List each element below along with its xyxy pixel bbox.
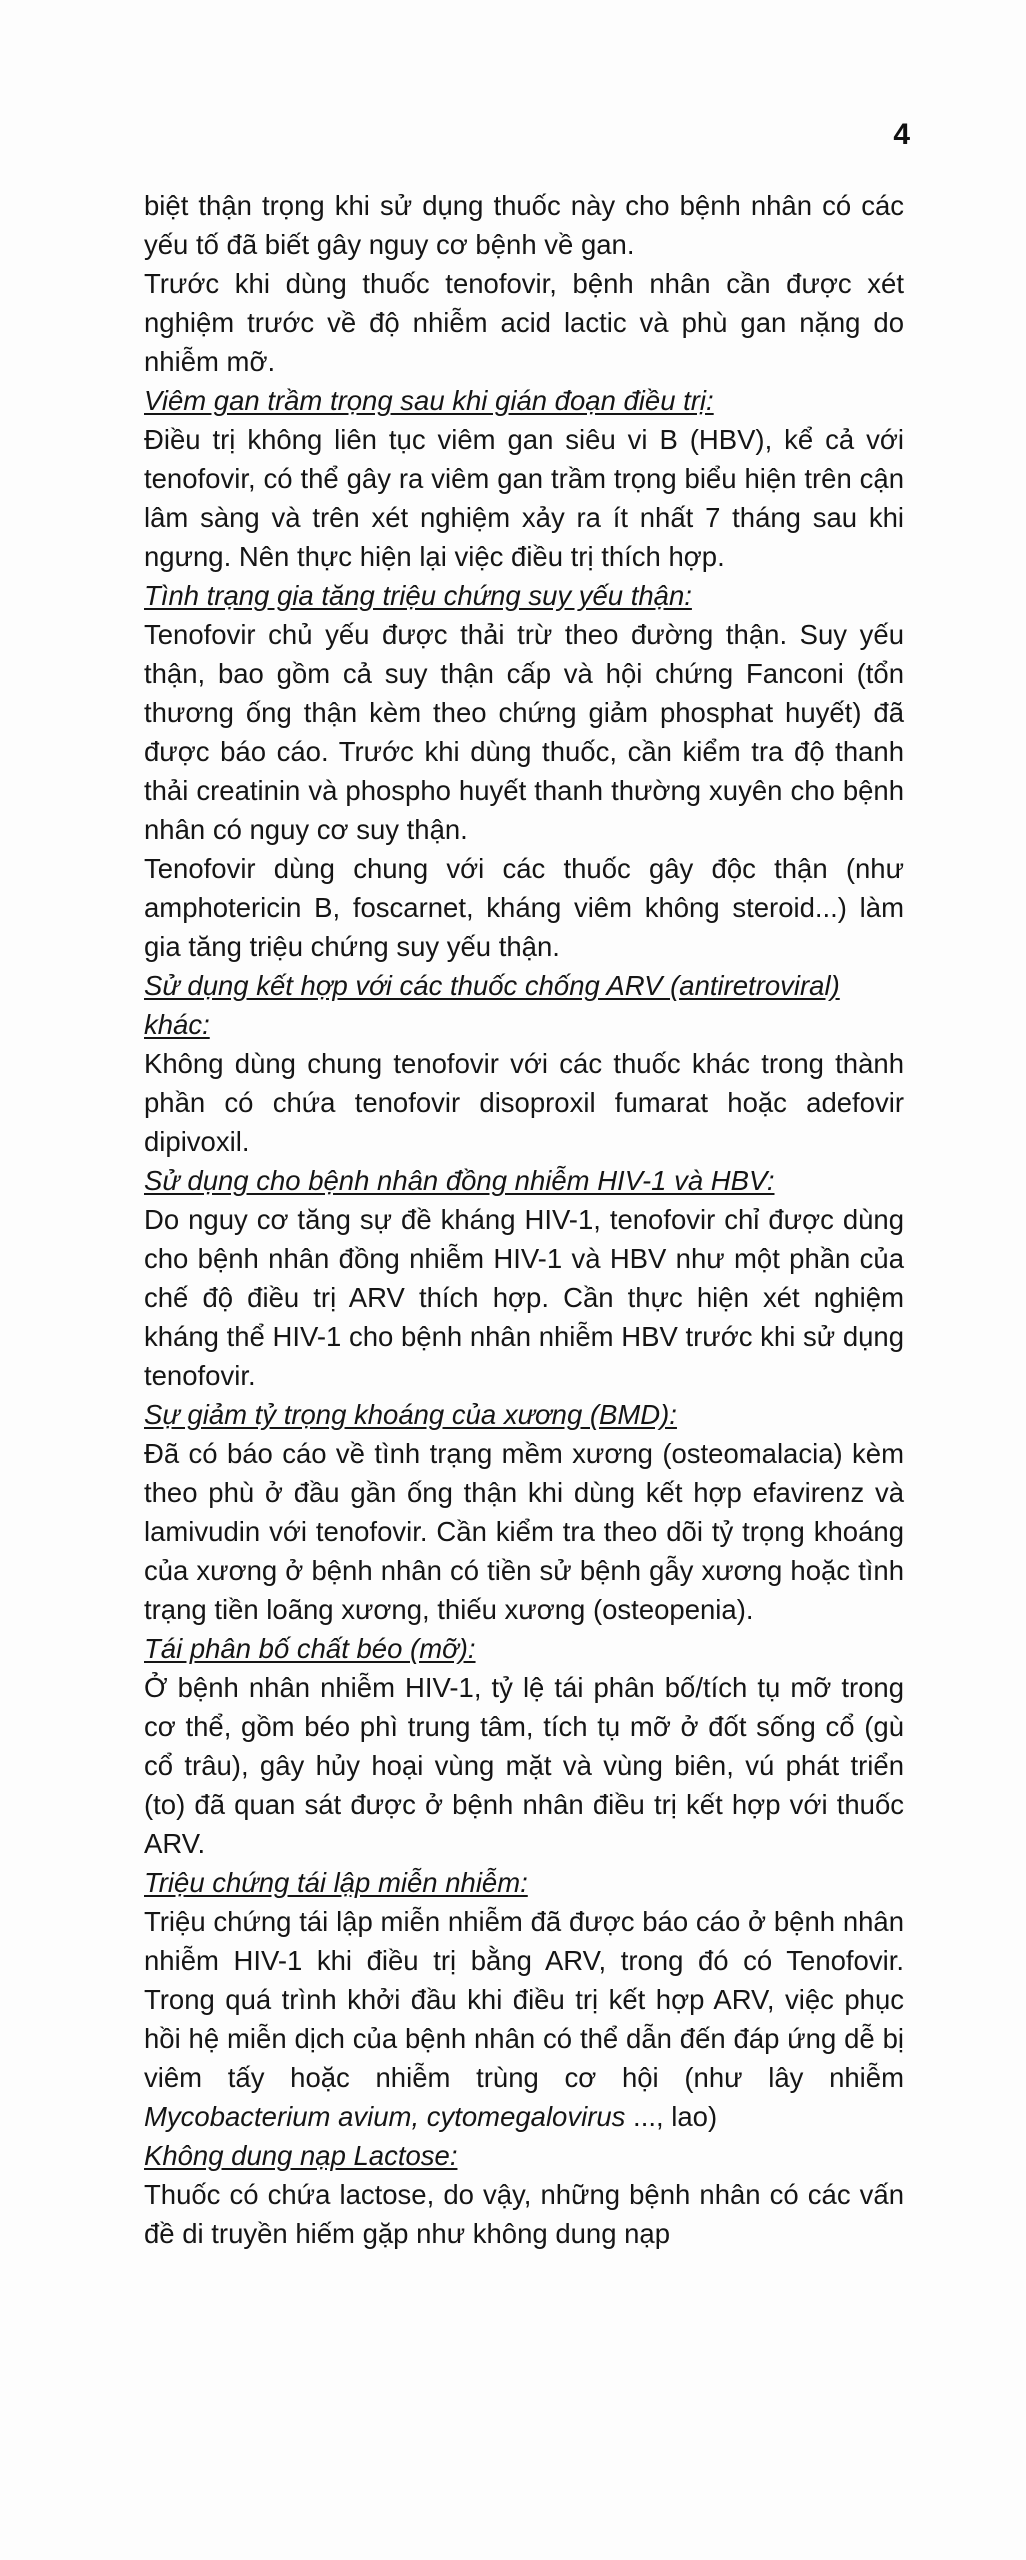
- body-text: ..., lao): [625, 2101, 718, 2132]
- section-body: Điều trị không liên tục viêm gan siêu vi B (HBV), kể cả với tenofovir, có thể gây ra viêm gan trầm trọng biểu hiện trên cận lâm sàng và trên xét nghiệm xảy ra ít nhất 7 tháng sau khi ngưng. Nên thực hiện lại việc điều trị thích hợp.: [144, 424, 904, 572]
- section-body: [144, 1902, 904, 2136]
- section-body: Thuốc có chứa lactose, do vậy, những bệnh nhân có các vấn đề di truyền hiếm gặp như không dung nạp: [144, 2179, 904, 2249]
- section-heading: Không dung nạp Lactose:: [144, 2140, 458, 2171]
- page-number: 4: [893, 118, 910, 151]
- section-body: Tenofovir chủ yếu được thải trừ theo đường thận. Suy yếu thận, bao gồm cả suy thận cấp và hội chứng Fanconi (tổn thương ống thận kèm theo chứng giảm phosphat huyết) đã được báo cáo. Trước khi dùng thuốc, cần kiểm tra độ thanh thải creatinin và phospho huyết thanh thường xuyên cho bệnh nhân có nguy cơ suy thận.: [144, 619, 904, 845]
- section-heading: Sự giảm tỷ trọng khoáng của xương (BMD):: [144, 1399, 677, 1430]
- section-body: Ở bệnh nhân nhiễm HIV-1, tỷ lệ tái phân bố/tích tụ mỡ trong cơ thể, gồm béo phì trung tâm, tích tụ mỡ ở đốt sống cổ (gù cổ trâu), gây hủy hoại vùng mặt và vùng biên, vú phát triển (to) đã quan sát được ở bệnh nhân điều trị kết hợp với thuốc ARV.: [144, 1672, 904, 1859]
- section-body: Tenofovir dùng chung với các thuốc gây độc thận (như amphotericin B, foscarnet, kháng viêm không steroid...) làm gia tăng triệu chứng suy yếu thận.: [144, 853, 904, 962]
- paragraph: Trước khi dùng thuốc tenofovir, bệnh nhân cần được xét nghiệm trước về độ nhiễm acid lactic và phù gan nặng do nhiễm mỡ.: [144, 268, 904, 377]
- section-heading: Tình trạng gia tăng triệu chứng suy yếu thận:: [144, 580, 692, 611]
- body-text: Triệu chứng tái lập miễn nhiễm đã được báo cáo ở bệnh nhân nhiễm HIV-1 khi điều trị bằng ARV, trong đó có Tenofovir. Trong quá trình khởi đầu khi điều trị kết hợp ARV, việc phục hồi hệ miễn dịch của bệnh nhân có thể dẫn đến đáp ứng dễ bị viêm tấy hoặc nhiễm trùng cơ hội (như lây nhiễm: [144, 1906, 904, 2093]
- paragraph: biệt thận trọng khi sử dụng thuốc này cho bệnh nhân có các yếu tố đã biết gây nguy cơ bệnh về gan.: [144, 190, 904, 260]
- section-heading: Tái phân bố chất béo (mỡ):: [144, 1633, 476, 1664]
- section-body: Không dùng chung tenofovir với các thuốc khác trong thành phần có chứa tenofovir disoproxil fumarat hoặc adefovir dipivoxil.: [144, 1048, 904, 1157]
- section-heading: Sử dụng cho bệnh nhân đồng nhiễm HIV-1 và HBV:: [144, 1165, 775, 1196]
- section-body: Do nguy cơ tăng sự đề kháng HIV-1, tenofovir chỉ được dùng cho bệnh nhân đồng nhiễm HIV-1 và HBV như một phần của chế độ điều trị ARV thích hợp. Cần thực hiện xét nghiệm kháng thể HIV-1 cho bệnh nhân nhiễm HBV trước khi sử dụng tenofovir.: [144, 1204, 904, 1391]
- section-heading: Triệu chứng tái lập miễn nhiễm:: [144, 1867, 528, 1898]
- section-heading: Sử dụng kết hợp với các thuốc chống ARV (antiretroviral) khác:: [144, 970, 840, 1040]
- organism-names: Mycobacterium avium, cytomegalovirus: [144, 2101, 626, 2132]
- page-content: [144, 186, 904, 2253]
- section-body: Đã có báo cáo về tình trạng mềm xương (osteomalacia) kèm theo phù ở đầu gần ống thận khi dùng kết hợp efavirenz và lamivudin với tenofovir. Cần kiểm tra theo dõi tỷ trọng khoáng của xương ở bệnh nhân có tiền sử bệnh gẫy xương hoặc tình trạng tiền loãng xương, thiếu xương (osteopenia).: [144, 1438, 904, 1625]
- section-heading: Viêm gan trầm trọng sau khi gián đoạn điều trị:: [144, 385, 714, 416]
